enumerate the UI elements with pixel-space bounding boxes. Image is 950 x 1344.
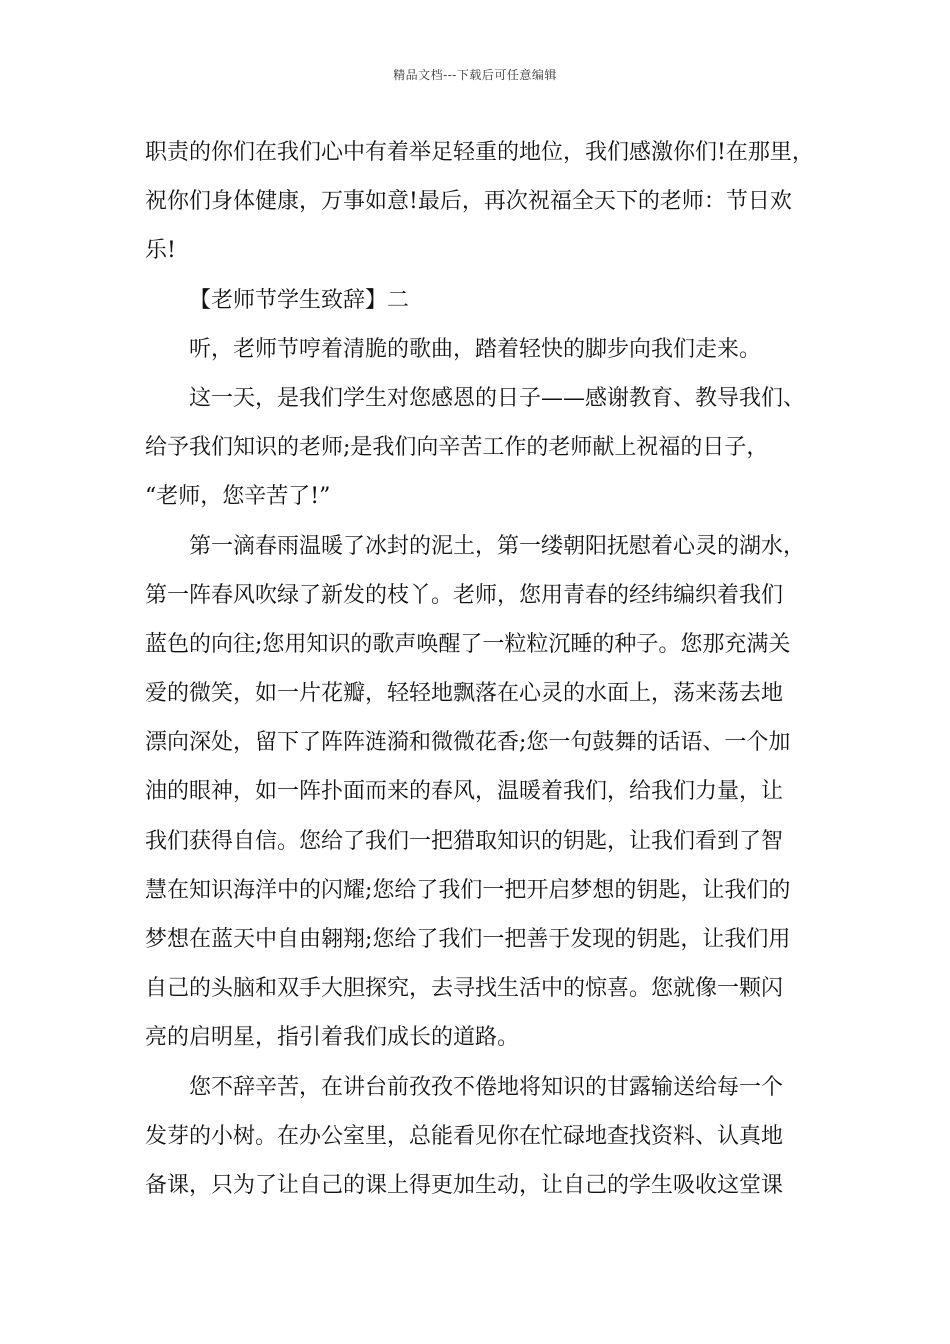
text-line: “老师，您辛苦了!” bbox=[145, 484, 331, 510]
text-line: 漂向深处，留下了阵阵涟漪和微微花香;您一句鼓舞的话语、一个加 bbox=[145, 730, 791, 756]
text-line: 梦想在蓝天中自由翱翔;您给了我们一把善于发现的钥匙，让我们用 bbox=[145, 927, 791, 952]
text-line: 亮的启明星，指引着我们成长的道路。 bbox=[145, 1025, 520, 1051]
text-line: 第一滴春雨温暖了冰封的泥土，第一缕朝阳抚慰着心灵的湖水， bbox=[189, 533, 806, 559]
text-line: 油的眼神，如一阵扑面而来的春风，温暖着我们，给我们力量，让 bbox=[145, 779, 784, 805]
text-line: 蓝色的向往;您用知识的歌声唤醒了一粒粒沉睡的种子。您那充满关 bbox=[145, 631, 791, 657]
text-line: 您不辞辛苦，在讲台前孜孜不倦地将知识的甘露输送给每一个 bbox=[189, 1074, 784, 1100]
text-line: 祝你们身体健康，万事如意!最后，再次祝福全天下的老师：节日欢 bbox=[145, 189, 792, 215]
text-line: 听，老师节哼着清脆的歌曲，踏着轻快的脚步向我们走来。 bbox=[189, 336, 762, 362]
text-line: 乐! bbox=[145, 238, 176, 264]
text-line: 我们获得自信。您给了我们一把猎取知识的钥匙，让我们看到了智 bbox=[145, 828, 784, 854]
text-line: 自己的头脑和双手大胆探究，去寻找生活中的惊喜。您就像一颗闪 bbox=[145, 976, 784, 1002]
document-body bbox=[145, 128, 814, 1210]
text-line: 发芽的小树。在办公室里，总能看见你在忙碌地查找资料、认真地 bbox=[145, 1123, 784, 1149]
text-line: 备课，只为了让自己的课上得更加生动，让自己的学生吸收这堂课 bbox=[145, 1172, 784, 1198]
text-line: 慧在知识海洋中的闪耀;您给了我们一把开启梦想的钥匙，让我们的 bbox=[145, 877, 791, 903]
text-line: 给予我们知识的老师;是我们向辛苦工作的老师献上祝福的日子， bbox=[145, 435, 769, 461]
text-line: 第一阵春风吹绿了新发的枝丫。老师，您用青春的经纬编织着我们 bbox=[145, 582, 784, 608]
text-line: 【老师节学生致辞】二 bbox=[189, 287, 410, 313]
text-line: 职责的你们在我们心中有着举足轻重的地位，我们感激你们!在那里， bbox=[145, 140, 814, 165]
text-line: 这一天，是我们学生对您感恩的日子——感谢教育、教导我们、 bbox=[189, 385, 806, 411]
text-line: 爱的微笑，如一片花瓣，轻轻地飘落在心灵的水面上，荡来荡去地 bbox=[145, 681, 784, 707]
page-header: 精品文档---下载后可任意编辑 bbox=[393, 68, 557, 82]
